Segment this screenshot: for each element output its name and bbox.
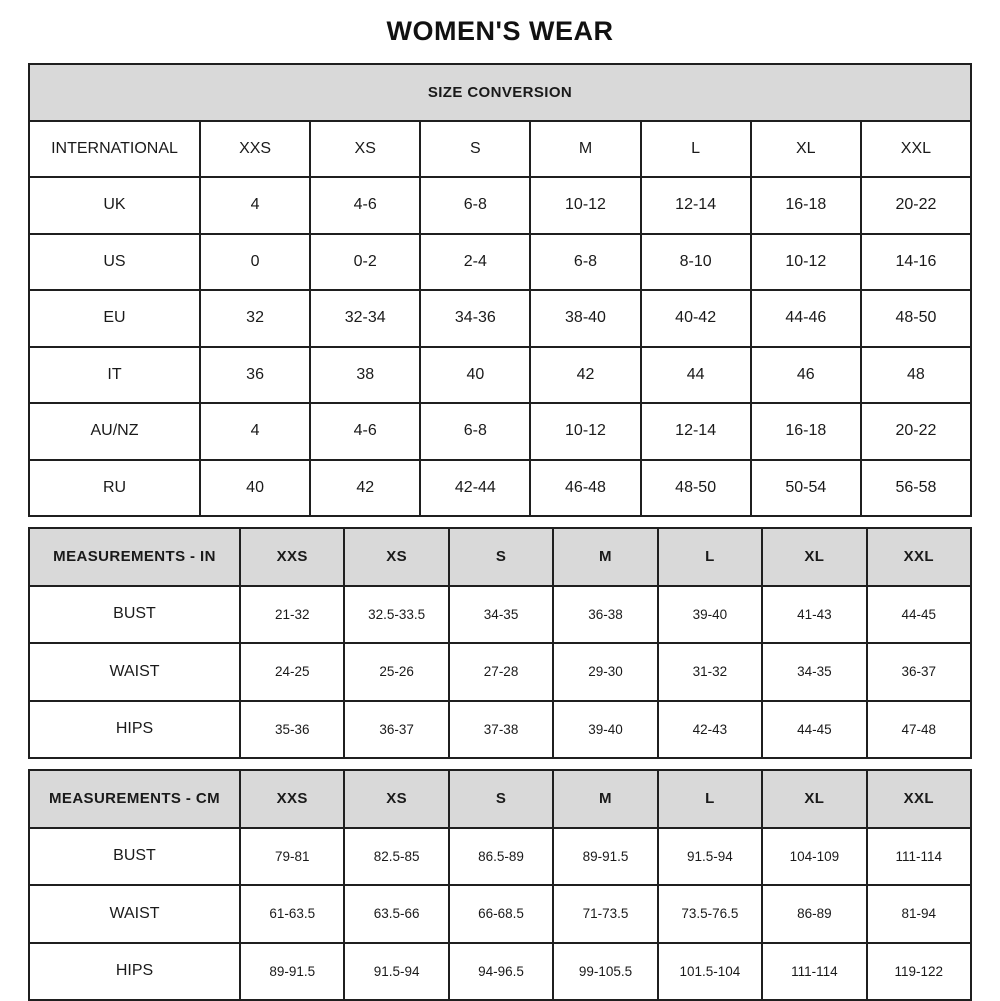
- table-cell: 36-37: [868, 644, 970, 700]
- row-label: WAIST: [30, 886, 239, 942]
- table-cell: 34-35: [450, 587, 552, 643]
- table-cell: 29-30: [554, 644, 656, 700]
- table-cell: 0-2: [311, 235, 419, 290]
- table-cell: 32.5-33.5: [345, 587, 447, 643]
- table-cell: 40: [201, 461, 309, 516]
- size-conversion-table: [28, 63, 972, 517]
- table-cell: 37-38: [450, 702, 552, 758]
- table-cell: 42: [531, 348, 639, 403]
- table-cell: XXL: [862, 122, 970, 177]
- row-label: UK: [30, 178, 199, 233]
- table-cell: 36: [201, 348, 309, 403]
- table-cell: 94-96.5: [450, 944, 552, 1000]
- table-cell: 39-40: [554, 702, 656, 758]
- table-cell: 104-109: [763, 829, 865, 885]
- column-header-xl: XL: [763, 771, 865, 827]
- table-cell: 111-114: [763, 944, 865, 1000]
- column-header-s: S: [450, 529, 552, 585]
- table-cell: L: [642, 122, 750, 177]
- column-header-xs: XS: [345, 529, 447, 585]
- table-cell: 34-35: [763, 644, 865, 700]
- table-cell: 6-8: [421, 178, 529, 233]
- column-header-xl: XL: [763, 529, 865, 585]
- page-title: WOMEN'S WEAR: [386, 16, 614, 46]
- column-header-xxs: XXS: [241, 529, 343, 585]
- table-cell: 48-50: [862, 291, 970, 346]
- table-cell: 86-89: [763, 886, 865, 942]
- table-cell: XS: [311, 122, 419, 177]
- table-cell: 46-48: [531, 461, 639, 516]
- table-cell: 101.5-104: [659, 944, 761, 1000]
- table-cell: 89-91.5: [241, 944, 343, 1000]
- table-cell: 25-26: [345, 644, 447, 700]
- table-cell: 16-18: [752, 404, 860, 459]
- row-label: INTERNATIONAL: [30, 122, 199, 177]
- table-cell: 27-28: [450, 644, 552, 700]
- table-cell: 40: [421, 348, 529, 403]
- table-cell: 48-50: [642, 461, 750, 516]
- table-cell: 46: [752, 348, 860, 403]
- table-cell: 8-10: [642, 235, 750, 290]
- column-header-l: L: [659, 529, 761, 585]
- table-cell: 6-8: [421, 404, 529, 459]
- table-cell: XL: [752, 122, 860, 177]
- table-cell: 31-32: [659, 644, 761, 700]
- table-cell: 61-63.5: [241, 886, 343, 942]
- column-header-m: M: [554, 771, 656, 827]
- table-cell: 119-122: [868, 944, 970, 1000]
- row-label: IT: [30, 348, 199, 403]
- size-conversion-header: SIZE CONVERSION: [30, 65, 970, 120]
- table-cell: 71-73.5: [554, 886, 656, 942]
- table-cell: 50-54: [752, 461, 860, 516]
- measurements-cm-table: [28, 769, 972, 1001]
- table-cell: XXS: [201, 122, 309, 177]
- column-header-s: S: [450, 771, 552, 827]
- table-cell: 73.5-76.5: [659, 886, 761, 942]
- table-cell: 42-43: [659, 702, 761, 758]
- table-cell: 35-36: [241, 702, 343, 758]
- table-cell: 16-18: [752, 178, 860, 233]
- table-cell: 82.5-85: [345, 829, 447, 885]
- table-cell: 2-4: [421, 235, 529, 290]
- table-cell: 99-105.5: [554, 944, 656, 1000]
- table-cell: M: [531, 122, 639, 177]
- row-label: BUST: [30, 829, 239, 885]
- table-cell: 32-34: [311, 291, 419, 346]
- table-cell: 44-46: [752, 291, 860, 346]
- table-cell: 14-16: [862, 235, 970, 290]
- table-cell: 89-91.5: [554, 829, 656, 885]
- table-cell: 111-114: [868, 829, 970, 885]
- table-cell: 34-36: [421, 291, 529, 346]
- table-cell: 20-22: [862, 178, 970, 233]
- table-cell: 42-44: [421, 461, 529, 516]
- table-cell: 36-38: [554, 587, 656, 643]
- table-cell: 44-45: [868, 587, 970, 643]
- table-cell: 4-6: [311, 178, 419, 233]
- row-label: WAIST: [30, 644, 239, 700]
- table-cell: 41-43: [763, 587, 865, 643]
- table-cell: 38-40: [531, 291, 639, 346]
- row-label: BUST: [30, 587, 239, 643]
- table-cell: 10-12: [531, 178, 639, 233]
- table-cell: 12-14: [642, 404, 750, 459]
- table-cell: 79-81: [241, 829, 343, 885]
- table-cell: 44-45: [763, 702, 865, 758]
- table-cell: 20-22: [862, 404, 970, 459]
- table-cell: 4: [201, 404, 309, 459]
- table-cell: 0: [201, 235, 309, 290]
- table-cell: 4: [201, 178, 309, 233]
- row-label: HIPS: [30, 702, 239, 758]
- table-cell: 24-25: [241, 644, 343, 700]
- table-cell: 32: [201, 291, 309, 346]
- table-cell: 63.5-66: [345, 886, 447, 942]
- table-cell: 86.5-89: [450, 829, 552, 885]
- column-header-l: L: [659, 771, 761, 827]
- table-cell: 56-58: [862, 461, 970, 516]
- column-header-xs: XS: [345, 771, 447, 827]
- column-header-xxs: XXS: [241, 771, 343, 827]
- table-cell: 42: [311, 461, 419, 516]
- row-label: AU/NZ: [30, 404, 199, 459]
- table-cell: 10-12: [752, 235, 860, 290]
- table-cell: 66-68.5: [450, 886, 552, 942]
- measurements-in-header: MEASUREMENTS - IN: [30, 529, 239, 585]
- table-cell: 39-40: [659, 587, 761, 643]
- table-cell: 91.5-94: [345, 944, 447, 1000]
- column-header-m: M: [554, 529, 656, 585]
- table-cell: 6-8: [531, 235, 639, 290]
- measurements-cm-header: MEASUREMENTS - CM: [30, 771, 239, 827]
- measurements-in-table: [28, 527, 972, 759]
- row-label: US: [30, 235, 199, 290]
- row-label: EU: [30, 291, 199, 346]
- table-cell: 40-42: [642, 291, 750, 346]
- table-cell: 38: [311, 348, 419, 403]
- table-cell: 21-32: [241, 587, 343, 643]
- column-header-xxl: XXL: [868, 529, 970, 585]
- table-cell: 81-94: [868, 886, 970, 942]
- row-label: RU: [30, 461, 199, 516]
- table-cell: S: [421, 122, 529, 177]
- row-label: HIPS: [30, 944, 239, 1000]
- table-cell: 47-48: [868, 702, 970, 758]
- table-cell: 44: [642, 348, 750, 403]
- table-cell: 48: [862, 348, 970, 403]
- table-cell: 4-6: [311, 404, 419, 459]
- table-cell: 36-37: [345, 702, 447, 758]
- table-cell: 12-14: [642, 178, 750, 233]
- table-cell: 10-12: [531, 404, 639, 459]
- table-cell: 91.5-94: [659, 829, 761, 885]
- column-header-xxl: XXL: [868, 771, 970, 827]
